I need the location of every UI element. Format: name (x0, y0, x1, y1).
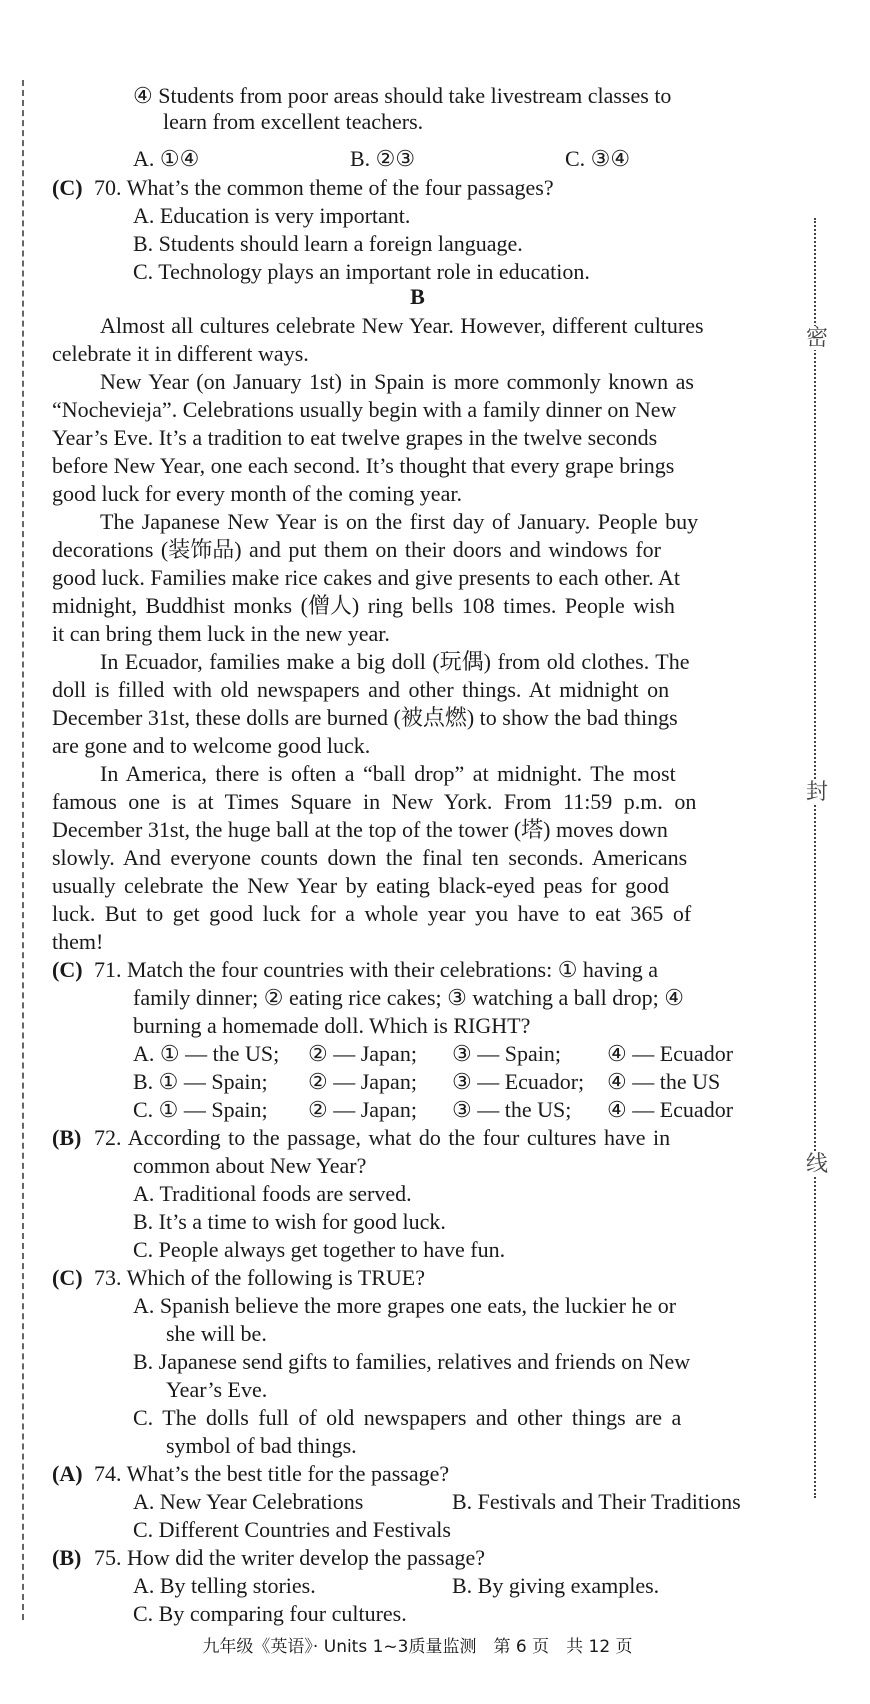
q72-option-b: B. It’s a time to wish for good luck. (133, 1209, 446, 1234)
q75-option-a: A. By telling stories. (133, 1573, 316, 1598)
q73-answer: (C) (52, 1265, 83, 1290)
passage-p5-line5: usually celebrate the New Year by eating black-eyed peas for good (52, 873, 670, 898)
q71-option-a-4: ④ — Ecuador (607, 1041, 734, 1066)
q72-answer: (B) (52, 1125, 82, 1150)
q72-option-c: C. People always get together to have fun. (133, 1237, 506, 1262)
passage-p5-line6: luck. But to get good luck for a whole year you have to eat 365 of (52, 901, 692, 926)
passage-p3-line2: decorations (装饰品) and put them on their doors and windows for (52, 537, 661, 562)
passage-p4-line1: In Ecuador, families make a big doll (玩偶) from old clothes. The (100, 649, 690, 674)
prev-choice-b: B. ②③ (350, 146, 416, 171)
q75-option-b: B. By giving examples. (452, 1573, 660, 1598)
q71-option-b-1: B. ① — Spain; (133, 1069, 268, 1094)
passage-p5-line4: slowly. And everyone counts down the final ten seconds. Americans (52, 845, 688, 870)
passage-p5-line3: December 31st, the huge ball at the top of the tower (塔) moves down (52, 817, 668, 842)
q74-option-b: B. Festivals and Their Traditions (452, 1489, 741, 1514)
q72-stem-line1: 72. According to the passage, what do the four cultures have in (94, 1125, 671, 1150)
q74-stem: 74. What’s the best title for the passage? (94, 1461, 450, 1486)
q73-option-a-line1: A. Spanish believe the more grapes one eats, the luckier he or (133, 1293, 677, 1318)
passage-p5-line2: famous one is at Times Square in New York. From 11:59 p.m. on (52, 789, 697, 814)
passage-p2-line1: New Year (on January 1st) in Spain is more commonly known as (100, 369, 694, 394)
q71-option-c-2: ② — Japan; (308, 1097, 417, 1122)
page-footer: 九年级《英语》· Units 1~3质量监测 第 6 页 共 12 页 (202, 1637, 633, 1657)
q73-option-b-line2: Year’s Eve. (166, 1377, 268, 1402)
q74-answer: (A) (52, 1461, 83, 1486)
passage-p5-line1: In America, there is often a “ball drop” at midnight. The most (100, 761, 676, 786)
q71-option-a-1: A. ① — the US; (133, 1041, 280, 1066)
q71-option-c-3: ③ — the US; (452, 1097, 572, 1122)
q70-option-c: C. Technology plays an important role in education. (133, 259, 590, 284)
passage-p5-line7: them! (52, 929, 104, 954)
q71-option-c-1: C. ① — Spain; (133, 1097, 268, 1122)
q71-option-a-2: ② — Japan; (308, 1041, 417, 1066)
passage-p1-line2: celebrate it in different ways. (52, 341, 309, 366)
q72-option-a: A. Traditional foods are served. (133, 1181, 412, 1206)
q71-option-b-3: ③ — Ecuador; (452, 1069, 585, 1094)
margin-char-xian: 线 (806, 1151, 829, 1176)
passage-p3-line4: midnight, Buddhist monks (僧人) ring bells 108 times. People wish (52, 593, 675, 618)
passage-p3-line3: good luck. Families make rice cakes and give presents to each other. At (52, 565, 681, 590)
q71-option-b-2: ② — Japan; (308, 1069, 417, 1094)
q71-stem-line2: family dinner; ② eating rice cakes; ③ watching a ball drop; ④ (133, 985, 684, 1010)
q70-option-a: A. Education is very important. (133, 203, 411, 228)
q73-option-b-line1: B. Japanese send gifts to families, relatives and friends on New (133, 1349, 691, 1374)
passage-p1-line1: Almost all cultures celebrate New Year. However, different cultures (100, 313, 704, 338)
passage-p2-line5: good luck for every month of the coming year. (52, 481, 462, 506)
q74-option-c: C. Different Countries and Festivals (133, 1517, 451, 1542)
prev-option4-line1: ④ Students from poor areas should take livestream classes to (133, 83, 672, 108)
passage-p3-line5: it can bring them luck in the new year. (52, 621, 390, 646)
margin-char-mi: 密 (806, 325, 829, 350)
passage-p3-line1: The Japanese New Year is on the first day of January. People buy (100, 509, 699, 534)
q71-stem-line1: 71. Match the four countries with their celebrations: ① having a (94, 957, 659, 982)
passage-p4-line2: doll is filled with old newspapers and other things. At midnight on (52, 677, 670, 702)
q75-answer: (B) (52, 1545, 82, 1570)
q71-option-c-4: ④ — Ecuador (607, 1097, 734, 1122)
q70-answer: (C) (52, 175, 83, 200)
q75-option-c: C. By comparing four cultures. (133, 1601, 407, 1626)
q72-stem-line2: common about New Year? (133, 1153, 367, 1178)
q71-answer: (C) (52, 957, 83, 982)
q74-option-a: A. New Year Celebrations (133, 1489, 364, 1514)
passage-p2-line3: Year’s Eve. It’s a tradition to eat twelve grapes in the twelve seconds (52, 425, 658, 450)
passage-p4-line4: are gone and to welcome good luck. (52, 733, 371, 758)
q73-stem: 73. Which of the following is TRUE? (94, 1265, 425, 1290)
passage-p2-line4: before New Year, one each second. It’s thought that every grape brings (52, 453, 675, 478)
q73-option-c-line2: symbol of bad things. (166, 1433, 357, 1458)
prev-choice-a: A. ①④ (133, 146, 200, 171)
margin-char-feng: 封 (806, 779, 829, 804)
q71-option-b-4: ④ — the US (607, 1069, 721, 1094)
q73-option-c-line1: C. The dolls full of old newspapers and other things are a (133, 1405, 682, 1430)
prev-choice-c: C. ③④ (565, 146, 631, 171)
binding-dashed-line (22, 80, 24, 1620)
q73-option-a-line2: she will be. (166, 1321, 267, 1346)
prev-option4-line2: learn from excellent teachers. (163, 109, 424, 134)
q75-stem: 75. How did the writer develop the passage? (94, 1545, 485, 1570)
q71-stem-line3: burning a homemade doll. Which is RIGHT? (133, 1013, 531, 1038)
q70-stem: 70. What’s the common theme of the four passages? (94, 175, 554, 200)
passage-p4-line3: December 31st, these dolls are burned (被点燃) to show the bad things (52, 705, 678, 730)
q71-option-a-3: ③ — Spain; (452, 1041, 561, 1066)
q70-option-b: B. Students should learn a foreign language. (133, 231, 523, 256)
section-title-b: B (410, 284, 425, 309)
seal-dotted-line (814, 218, 816, 1498)
passage-p2-line2: “Nochevieja”. Celebrations usually begin with a family dinner on New (52, 397, 677, 422)
